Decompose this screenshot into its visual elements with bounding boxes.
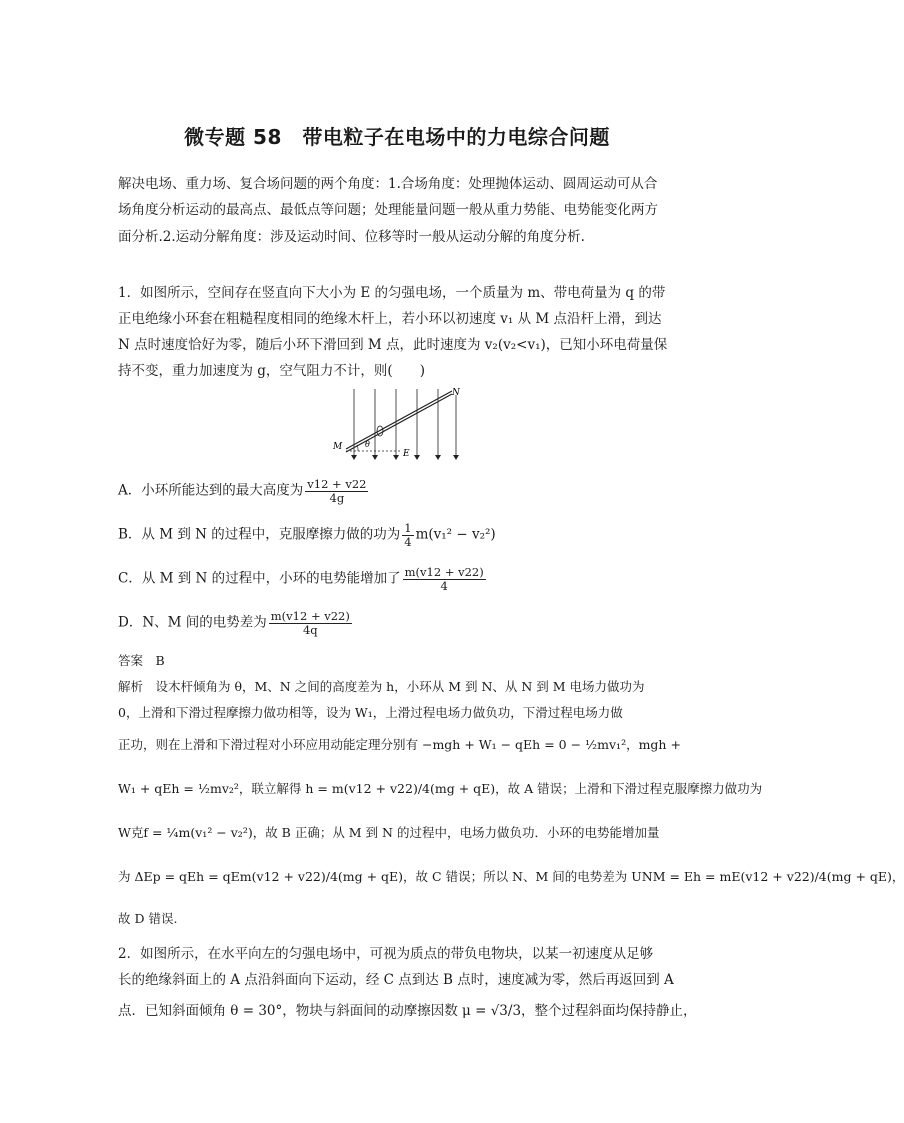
page-title: 微专题 58 带电粒子在电场中的力电综合问题 — [184, 125, 610, 149]
option-c: C．从 M 到 N 的过程中，小环的电势能增加了 $\frac{m(v12 + v22)}{4}$ — [118, 565, 484, 593]
label-E: E — [403, 449, 410, 459]
q2-line: 点．已知斜面倾角 θ = 30°，物块与斜面间的动摩擦因数 μ = √3/3，整个过程斜面均保持静止， — [118, 1003, 697, 1019]
q1-line: 1．如图所示，空间存在竖直向下大小为 E 的匀强电场，一个质量为 m、带电荷量为 q 的带 — [118, 285, 666, 301]
q2-line: 2．如图所示，在水平向左的匀强电场中，可视为质点的带负电物块，以某一初速度从足够 — [118, 946, 654, 962]
analysis-line: W₁ + qEh = ½mv₂²，联立解得 h = m(v12 + v22)/4(mg + qE)，故 A 错误；上滑和下滑过程克服摩擦力做功为 — [118, 781, 763, 796]
label-theta: θ — [365, 440, 370, 449]
q1-line: 持不变，重力加速度为 g，空气阻力不计，则( ) — [118, 363, 425, 379]
label-M: M — [333, 442, 343, 452]
option-a: A．小环所能达到的最大高度为 $\frac{v12 + v22}{4g}$ — [118, 477, 367, 505]
analysis-line: W克f = ¼m(v₁² − v₂²)，故 B 正确；从 M 到 N 的过程中，电场力做负功．小环的电势能增加量 — [118, 825, 660, 840]
incline-rod-diagram — [330, 383, 470, 463]
analysis-line: 为 ΔEp = qEh = qEm(v12 + v22)/4(mg + qE)，故 C 错误；所以 N、M 间的电势差为 UNM = Eh = mE(v12 + v22)/4(mg + qE)， — [118, 869, 904, 884]
analysis-line: 故 D 错误. — [118, 911, 178, 926]
option-d: D．N、M 间的电势差为 $\frac{m(v12 + v22)}{4q}$ — [118, 609, 350, 637]
analysis-line: 0，上滑和下滑过程摩擦力做功相等，设为 W₁，上滑过程电场力做负功，下滑过程电场力做 — [118, 705, 623, 720]
intro-line: 场角度分析运动的最高点、最低点等问题；处理能量问题一般从重力势能、电势能变化两方 — [118, 202, 658, 218]
label-N: N — [452, 388, 460, 398]
analysis-line: 正功，则在上滑和下滑过程对小环应用动能定理分别有 −mgh + W₁ − qEh = 0 − ½mv₁²，mgh + — [118, 737, 681, 752]
answer: 答案 B — [118, 653, 165, 668]
intro-line: 面分析.2.运动分解角度：涉及运动时间、位移等时一般从运动分解的角度分析. — [118, 229, 585, 245]
analysis-line: 解析 设木杆倾角为 θ，M、N 之间的高度差为 h，小环从 M 到 N、从 N 到 M 电场力做功为 — [118, 679, 645, 694]
option-b: B．从 M 到 N 的过程中，克服摩擦力做的功为 $\frac{1}{4}$ m(v₁² − v₂²) — [118, 521, 496, 549]
q1-line: 正电绝缘小环套在粗糙程度相同的绝缘木杆上，若小环以初速度 v₁ 从 M 点沿杆上滑，到达 — [118, 311, 662, 327]
q2-line: 长的绝缘斜面上的 A 点沿斜面向下运动，经 C 点到达 B 点时，速度减为零，然后再返回到 A — [118, 972, 674, 988]
q1-line: N 点时速度恰好为零，随后小环下滑回到 M 点，此时速度为 v₂(v₂<v₁)，已知小环电荷量保 — [118, 337, 668, 353]
intro-line: 解决电场、重力场、复合场问题的两个角度：1.合场角度：处理抛体运动、圆周运动可从合 — [118, 176, 658, 192]
